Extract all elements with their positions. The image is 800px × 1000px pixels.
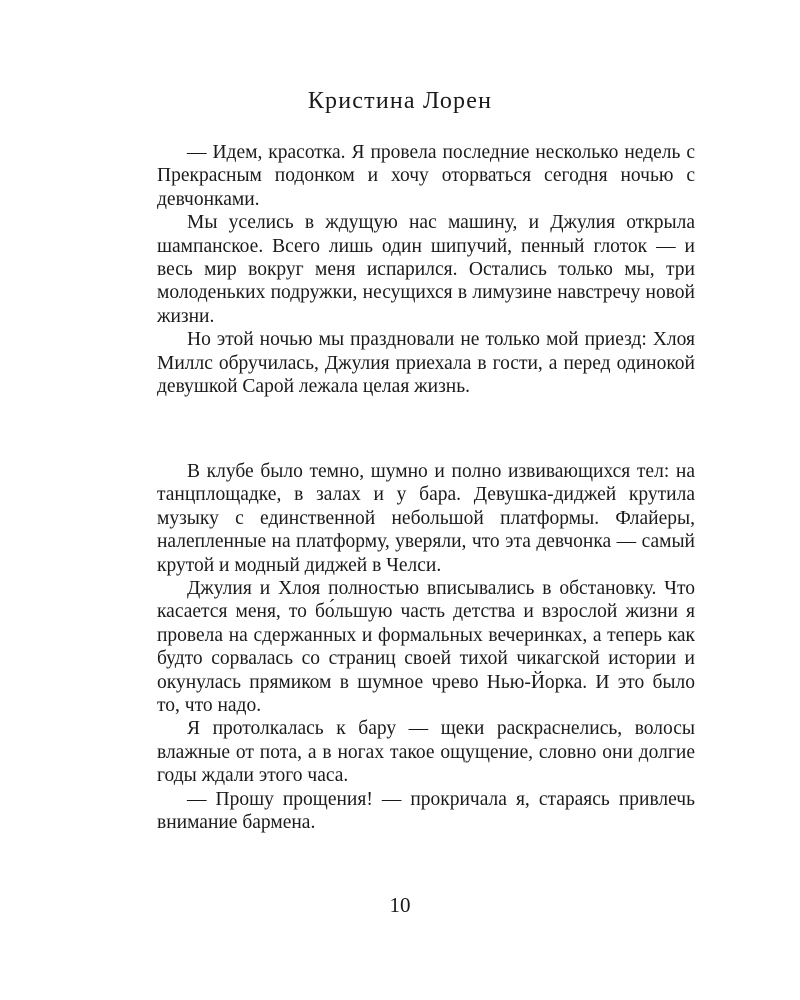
page-number: 10 — [389, 893, 411, 917]
paragraph: — Идем, красотка. Я провела последние несколько недель с Прекрасным подонком и хочу оторваться сегодня ночью с девчонками. — [157, 142, 695, 210]
paragraph: Джулия и Хлоя полностью вписывались в обстановку. Что касается меня, то бо́льшую часть детства и взрослой жизни я провела на сдержанных и формальных вечеринках, а теперь как будто сорвалась со страниц своей тихой чикагской истории и окунулась прямиком в шумное чрево Нью-Йорка. И это было то, что надо. — [157, 578, 695, 717]
paragraph: Я протолкалась к бару — щеки раскраснелись, волосы влажные от пота, а в ногах такое ощущение, словно они долгие годы ждали этого часа. — [157, 718, 695, 787]
paragraph: — Прошу прощения! — прокричала я, стараясь привлечь внимание бармена. — [157, 788, 695, 834]
running-header-author: Кристина Лорен — [307, 88, 493, 114]
paragraph: В клубе было темно, шумно и полно извивающихся тел: на танцплощадке, в залах и у бара. Девушка-диджей крутила музыку с единственной небольшой платформы. Флайеры, налепленные на платформу, уверяли, что эта девчонка — самый крутой и модный диджей в Челси. — [157, 461, 695, 576]
paragraph: Мы уселись в ждущую нас машину, и Джулия открыла шампанское. Всего лишь один шипучий, пенный глоток — и весь мир вокруг меня испарился. Остались только мы, три молоденьких подружки, несущихся в лимузине навстречу новой жизни. — [157, 212, 695, 327]
paragraph: Но этой ночью мы праздновали не только мой приезд: Хлоя Миллс обручилась, Джулия приехала в гости, а перед одинокой девушкой Сарой лежала целая жизнь. — [157, 329, 695, 398]
text-block-second — [157, 460, 695, 835]
text-block-first — [157, 141, 695, 398]
